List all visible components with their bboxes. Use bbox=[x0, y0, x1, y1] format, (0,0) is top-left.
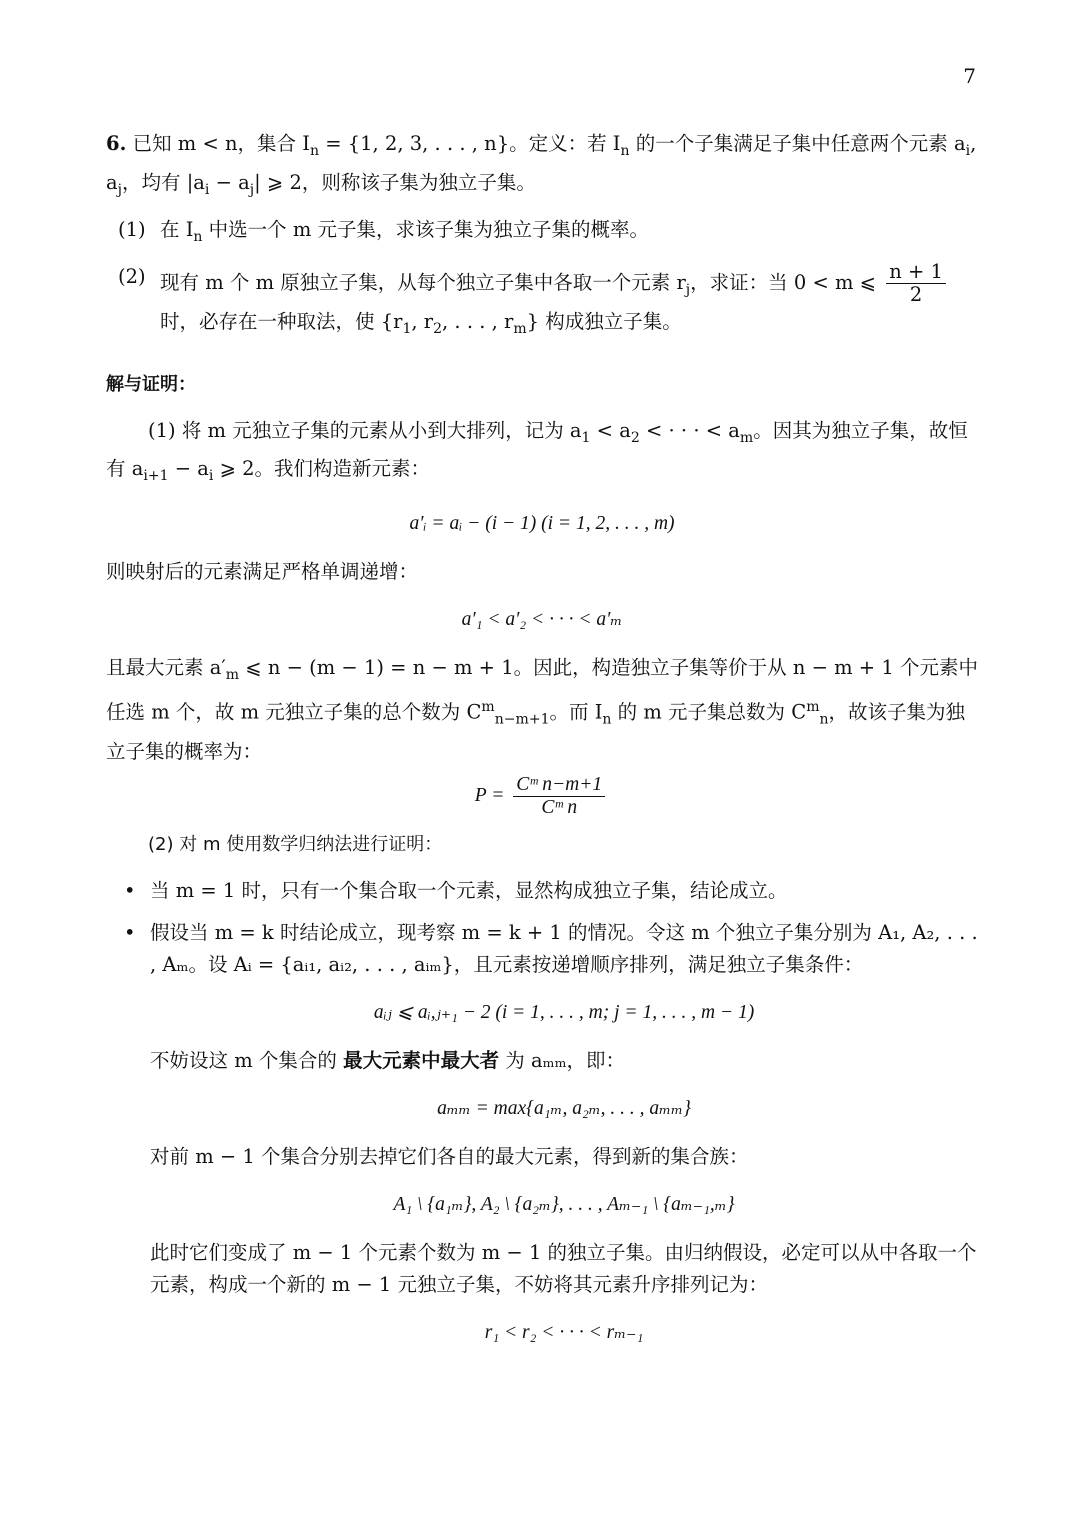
problem-number: 6. bbox=[106, 132, 127, 155]
equation-5: aₘₘ = max{a₁ₘ, a₂ₘ, . . . , aₘₘ} bbox=[437, 1097, 691, 1119]
question-2-text: 现有 m 个 m 原独立子集，从每个独立子集中各取一个元素 $r_j$，求证：当 0 < m ⩽ $\frac{n + 1}{2}$ 时，必存在一种取法，使 {$r_1$, $r_2$, . . . , $r_m$} 构成独立子集。 bbox=[160, 261, 978, 345]
induction-paragraph-2: 不妨设这 m 个集合的 最大元素中最大者 为 aₘₘ，即： bbox=[150, 1048, 626, 1072]
bullet-icon: • bbox=[124, 878, 136, 902]
question-2-label: (2) bbox=[118, 264, 146, 288]
equation-7: r₁ < r₂ < · · · < rₘ₋₁ bbox=[484, 1321, 644, 1343]
equation-2: a′₁ < a′₂ < · · · < a′ₘ bbox=[461, 609, 623, 631]
emphasis-text: 最大元素中最大者 bbox=[343, 1048, 500, 1072]
solution-heading: 解与证明： bbox=[106, 373, 196, 395]
equation-6: A₁ \ {a₁ₘ}, A₂ \ {a₂ₘ}, . . . , Aₘ₋₁ \ {aₘ₋₁,ₘ} bbox=[393, 1193, 735, 1215]
question-1-text: 在 $I_n$ 中选一个 m 元子集，求该子集为独立子集的概率。 bbox=[160, 217, 650, 245]
list-item: • 当 m = 1 时，只有一个集合取一个元素，显然构成独立子集，结论成立。 bbox=[106, 875, 978, 907]
question-1-label: (1) bbox=[118, 217, 146, 241]
solution-paragraph-1: (1) 将 m 元独立子集的元素从小到大排列，记为 $a_1 < a_2$ < · · · < $a_m$。因其为独立子集，故恒有 $a_{i+1} - a_i$ ⩾ 2。我们构造新元素： bbox=[106, 418, 968, 485]
solution-paragraph-2: 则映射后的元素满足严格单调递增： bbox=[106, 560, 419, 584]
solution-paragraph-4: (2) 对 m 使用数学归纳法进行证明： bbox=[148, 833, 443, 855]
list-item: • 假设当 m = k 时结论成立，现考察 m = k + 1 的情况。令这 m 个独立子集分别为 A₁, A₂, . . . , Aₘ。设 Aᵢ = {aᵢ₁, aᵢ₂, . . . , aᵢₘ}，且元素按递增顺序排列，满足独立子集条件： bbox=[106, 917, 978, 981]
question-2 bbox=[106, 261, 978, 345]
equation-4: aᵢⱼ ⩽ aᵢ,ⱼ₊₁ − 2 (i = 1, . . . , m; j = 1, . . . , m − 1) bbox=[373, 1001, 755, 1023]
probability-fraction: $\frac{\text{Cᵐ n−m+1}}{\text{Cᵐ n}}$ bbox=[513, 774, 605, 819]
equation-1: a′ᵢ = aᵢ − (i − 1) (i = 1, 2, . . . , m) bbox=[409, 513, 675, 535]
question-1 bbox=[106, 214, 978, 253]
induction-paragraph-4: 此时它们变成了 m − 1 个元素个数为 m − 1 的独立子集。由归纳假设，必定可以从中各取一个元素，构成一个新的 m − 1 元独立子集，不妨将其元素升序排列记为： bbox=[150, 1240, 977, 1296]
induction-list bbox=[106, 875, 978, 981]
fraction-n-plus-1-over-2: $\frac{n + 1}{2}$ bbox=[886, 261, 946, 306]
equation-3: P = $\frac{\text{Cᵐ n−m+1}}{\text{Cᵐ n}}$ bbox=[106, 774, 978, 819]
solution-paragraph-3: 且最大元素 $a'_m$ ⩽ n − (m − 1) = n − m + 1。因此，构造独立子集等价于从 n − m + 1 个元素中任选 m 个，故 m 元独立子集的总个数为 $C^m_{n-m+1}$。而 $I_n$ 的 m 元子集总数为 $C^m_n$，故该子集为独立子集的概率为： bbox=[106, 656, 978, 763]
page-number: 7 bbox=[963, 64, 976, 88]
problem-intro: 6. 已知 m < n，集合 $I_n = \{1$, 2, 3, . . . , n}。定义：若 $I_n$ 的一个子集满足子集中任意两个元素 $a_i$, $a_j$，均有 $|a_i - a_j|$ ⩾ 2，则称该子集为独立子集。 bbox=[106, 132, 977, 198]
content bbox=[106, 128, 978, 1365]
bullet-icon: • bbox=[124, 920, 136, 944]
induction-paragraph-3: 对前 m − 1 个集合分别去掉它们各自的最大元素，得到新的集合族： bbox=[150, 1144, 749, 1168]
